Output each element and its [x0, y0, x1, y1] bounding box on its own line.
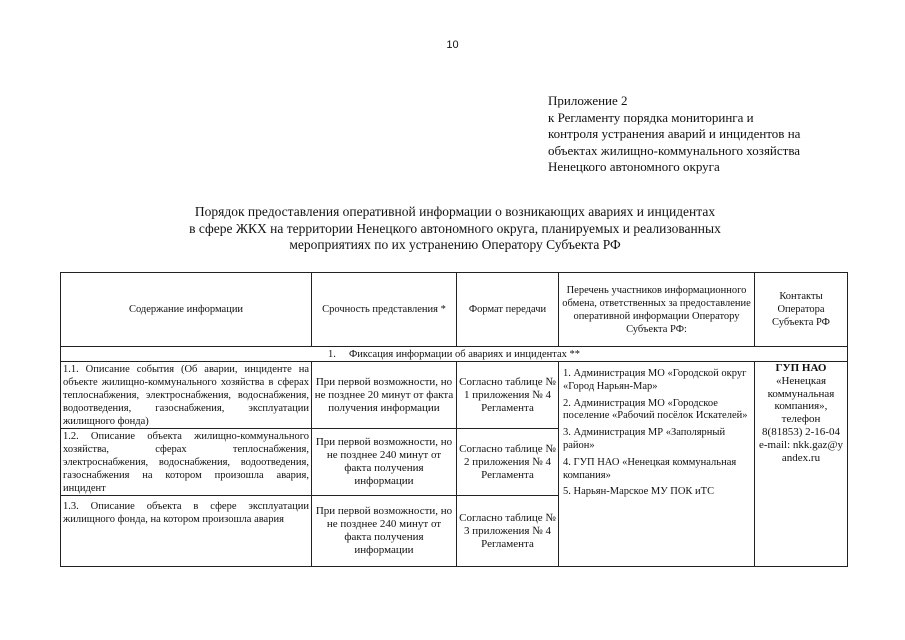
- header-content: Содержание информации: [61, 273, 312, 347]
- header-contacts: Контакты Оператора Субъекта РФ: [755, 273, 848, 347]
- row-content: 1.1. Описание события (Об аварии, инциденте на объекте жилищно-коммунального хозяйства в сферах теплоснабжения, электроснабжения, водоснабжения, водоотведения, газоснабжения, эксплуатации жилищного фонда): [61, 362, 312, 429]
- row-format: Согласно таблице № 3 приложения № 4 Регламента: [457, 496, 559, 567]
- participant-item: 2. Администрация МО «Городское поселение «Рабочий посёлок Искателей»: [563, 397, 748, 422]
- row-urgency: При первой возможности, но не позднее 240 минут от факта получения информации: [312, 429, 457, 496]
- header-urgency: Срочность представления *: [312, 273, 457, 347]
- appendix-line: объектах жилищно-коммунального хозяйства: [548, 142, 801, 158]
- contact-phone-label: телефон: [781, 413, 821, 426]
- participants-list: [559, 362, 755, 567]
- appendix-header: [548, 93, 888, 176]
- participant-item: 3. Администрация МР «Заполярный район»: [563, 427, 726, 451]
- appendix-line: Приложение 2: [548, 93, 628, 108]
- table-header-row: [61, 273, 848, 347]
- row-format: Согласно таблице № 2 приложения № 4 Регламента: [457, 429, 559, 496]
- contacts-cell: [755, 362, 848, 567]
- participant-item: 5. Нарьян-Марское МУ ПОК иТС: [563, 486, 715, 498]
- row-format: Согласно таблице № 1 приложения № 4 Регламента: [457, 362, 559, 429]
- page-number: 10: [446, 39, 459, 51]
- section-row: [61, 347, 848, 362]
- contact-phone: 8(81853) 2-16-04: [762, 425, 840, 438]
- contact-email: e-mail: nkk.gaz@yandex.ru: [758, 438, 844, 464]
- title-line: Порядок предоставления оперативной информации о возникающих авариях и инцидентах: [194, 204, 716, 219]
- row-content: 1.2. Описание объекта жилищно-коммунального хозяйства, сферах теплоснабжения, электроснабжения, водоснабжения, водоотведения, газоснабжения на котором произошла авария, инцидент: [61, 429, 312, 496]
- row-urgency: При первой возможности, но не позднее 20 минут от факта получения информации: [312, 362, 457, 429]
- appendix-line: Ненецкого автономного округа: [548, 159, 720, 174]
- info-table: [60, 272, 848, 567]
- participant-item: 4. ГУП НАО «Ненецкая коммунальная компания»: [563, 456, 737, 481]
- title-line: в сфере ЖКХ на территории Ненецкого автономного округа, планируемых и реализованных: [189, 220, 721, 236]
- header-format: Формат передачи: [457, 273, 559, 347]
- row-urgency: При первой возможности, но не позднее 240 минут от факта получения информации: [312, 496, 457, 567]
- section-title: 1. Фиксация информации об авариях и инцидентах **: [61, 347, 848, 362]
- title-line: мероприятиях по их устранению Оператору Субъекта РФ: [289, 237, 621, 252]
- document-title: [95, 204, 815, 254]
- participant-item: 1. Администрация МО «Городской округ «Город Нарьян-Мар»: [563, 368, 747, 392]
- appendix-line: к Регламенту порядка мониторинга и: [548, 109, 754, 125]
- table-row: [61, 362, 848, 429]
- contact-name: «Ненецкая коммунальная компания»,: [767, 374, 835, 413]
- header-participants: Перечень участников информационного обмена, ответственных за предоставление оперативной информации Оператору Субъекта РФ:: [559, 273, 755, 347]
- contact-org: ГУП НАО: [775, 362, 827, 374]
- row-content: 1.3. Описание объекта в сфере эксплуатации жилищного фонда, на котором произошла авария: [61, 496, 312, 567]
- appendix-line: контроля устранения аварий и инцидентов на: [548, 126, 801, 141]
